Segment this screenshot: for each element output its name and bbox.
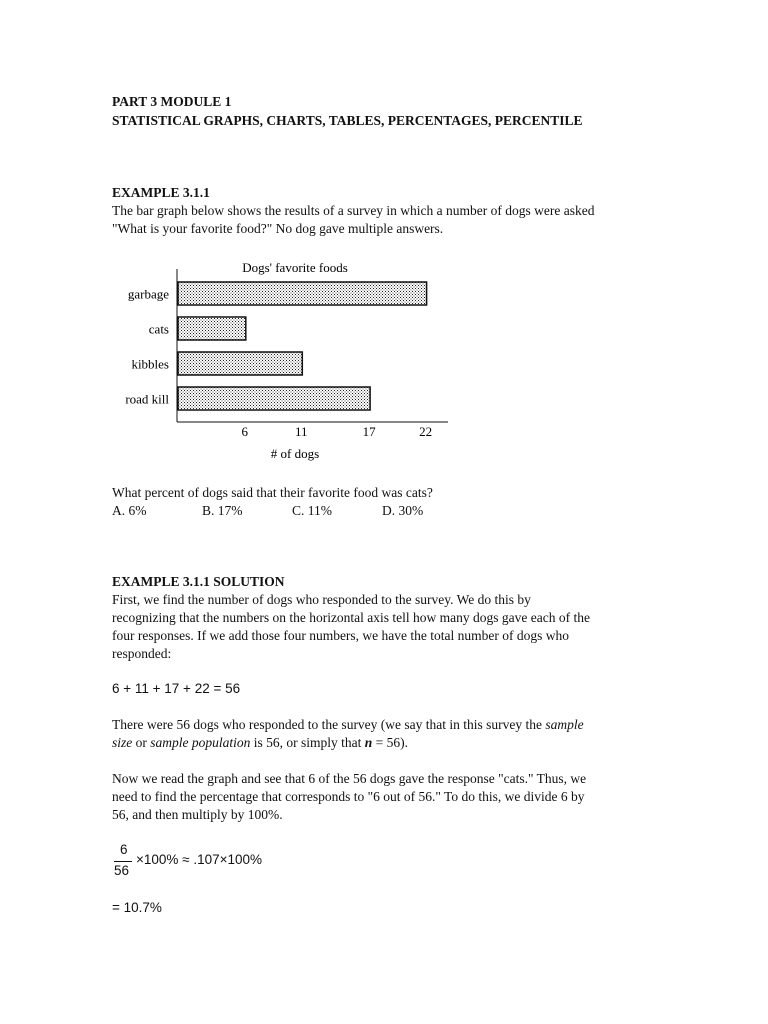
answer-choice-d: D. 30%	[382, 503, 424, 518]
category-label: garbage	[127, 286, 169, 302]
example-section	[112, 183, 672, 238]
x-tick-label: 6	[241, 424, 249, 439]
category-label: kibbles	[131, 356, 169, 372]
solution-heading: EXAMPLE 3.1.1 SOLUTION	[112, 574, 285, 589]
solution-section	[112, 572, 672, 663]
answer-choice-c: C. 11%	[292, 503, 332, 518]
sample-size-text: There were 56 dogs who responded to the survey (we say that in this survey the	[112, 717, 546, 732]
module-title: STATISTICAL GRAPHS, CHARTS, TABLES, PERCENTAGES, PERCENTILE	[112, 113, 583, 128]
example-intro-line: "What is your favorite food?" No dog gave multiple answers.	[112, 221, 444, 236]
bar-kibbles	[178, 352, 302, 375]
fraction-denominator: 56	[114, 863, 130, 878]
answer-choice-b: B. 17%	[202, 503, 243, 518]
result-text: = 10.7%	[112, 900, 162, 915]
sum-equation: 6 + 11 + 17 + 22 = 56	[112, 681, 241, 696]
question-text: What percent of dogs said that their favorite food was cats?	[112, 485, 433, 500]
chart-title: Dogs' favorite foods	[242, 260, 348, 275]
bar-chart	[112, 255, 462, 470]
sample-size-line-1	[112, 716, 672, 734]
answer-choice-a: A. 6%	[112, 503, 147, 518]
term-size: size	[112, 735, 133, 750]
x-axis-label: # of dogs	[270, 446, 320, 461]
sample-size-line-2: size or sample population is 56, or simply that n = 56).	[112, 735, 408, 750]
category-label: road kill	[125, 391, 169, 407]
example-intro-line: The bar graph below shows the results of a survey in which a number of dogs were asked	[112, 203, 595, 218]
result-block	[112, 899, 672, 917]
fraction-numerator: 6	[120, 842, 128, 857]
category-label: cats	[148, 321, 169, 337]
bar-road-kill	[178, 387, 370, 410]
solution-paragraph-line: First, we find the number of dogs who responded to the survey. We do this by	[112, 592, 531, 607]
term-sample-population: sample population	[150, 735, 251, 750]
bar-cats	[178, 317, 246, 340]
x-tick-label: 11	[295, 424, 308, 439]
solution-paragraph-line: recognizing that the numbers on the horizontal axis tell how many dogs gave each of the	[112, 610, 590, 625]
percentage-paragraph	[112, 770, 672, 824]
fraction-expression: ×100% ≈ .107×100%	[136, 852, 263, 867]
solution-paragraph-line: four responses. If we add those four numbers, we have the total number of dogs who	[112, 628, 570, 643]
sum-equation-block	[112, 680, 672, 698]
sample-size-paragraph	[112, 716, 672, 752]
answer-choices	[112, 502, 672, 520]
percentage-line: Now we read the graph and see that 6 of the 56 dogs gave the response "cats." Thus, we	[112, 771, 587, 786]
bar-chart-svg	[112, 255, 462, 470]
document-header	[112, 92, 672, 130]
percentage-line: need to find the percentage that corresponds to "6 out of 56." To do this, we divide 6 by	[112, 789, 585, 804]
question-block	[112, 484, 672, 520]
term-n: n	[364, 735, 373, 750]
x-tick-label: 17	[362, 424, 376, 439]
term-sample: sample	[545, 717, 584, 732]
percentage-line: 56, and then multiply by 100%.	[112, 807, 283, 822]
fraction-bar	[114, 861, 132, 862]
solution-paragraph-line: responded:	[112, 646, 172, 661]
bar-garbage	[178, 282, 427, 305]
example-heading: EXAMPLE 3.1.1	[112, 185, 210, 200]
module-label: PART 3 MODULE 1	[112, 94, 232, 109]
x-tick-label: 22	[419, 424, 433, 439]
